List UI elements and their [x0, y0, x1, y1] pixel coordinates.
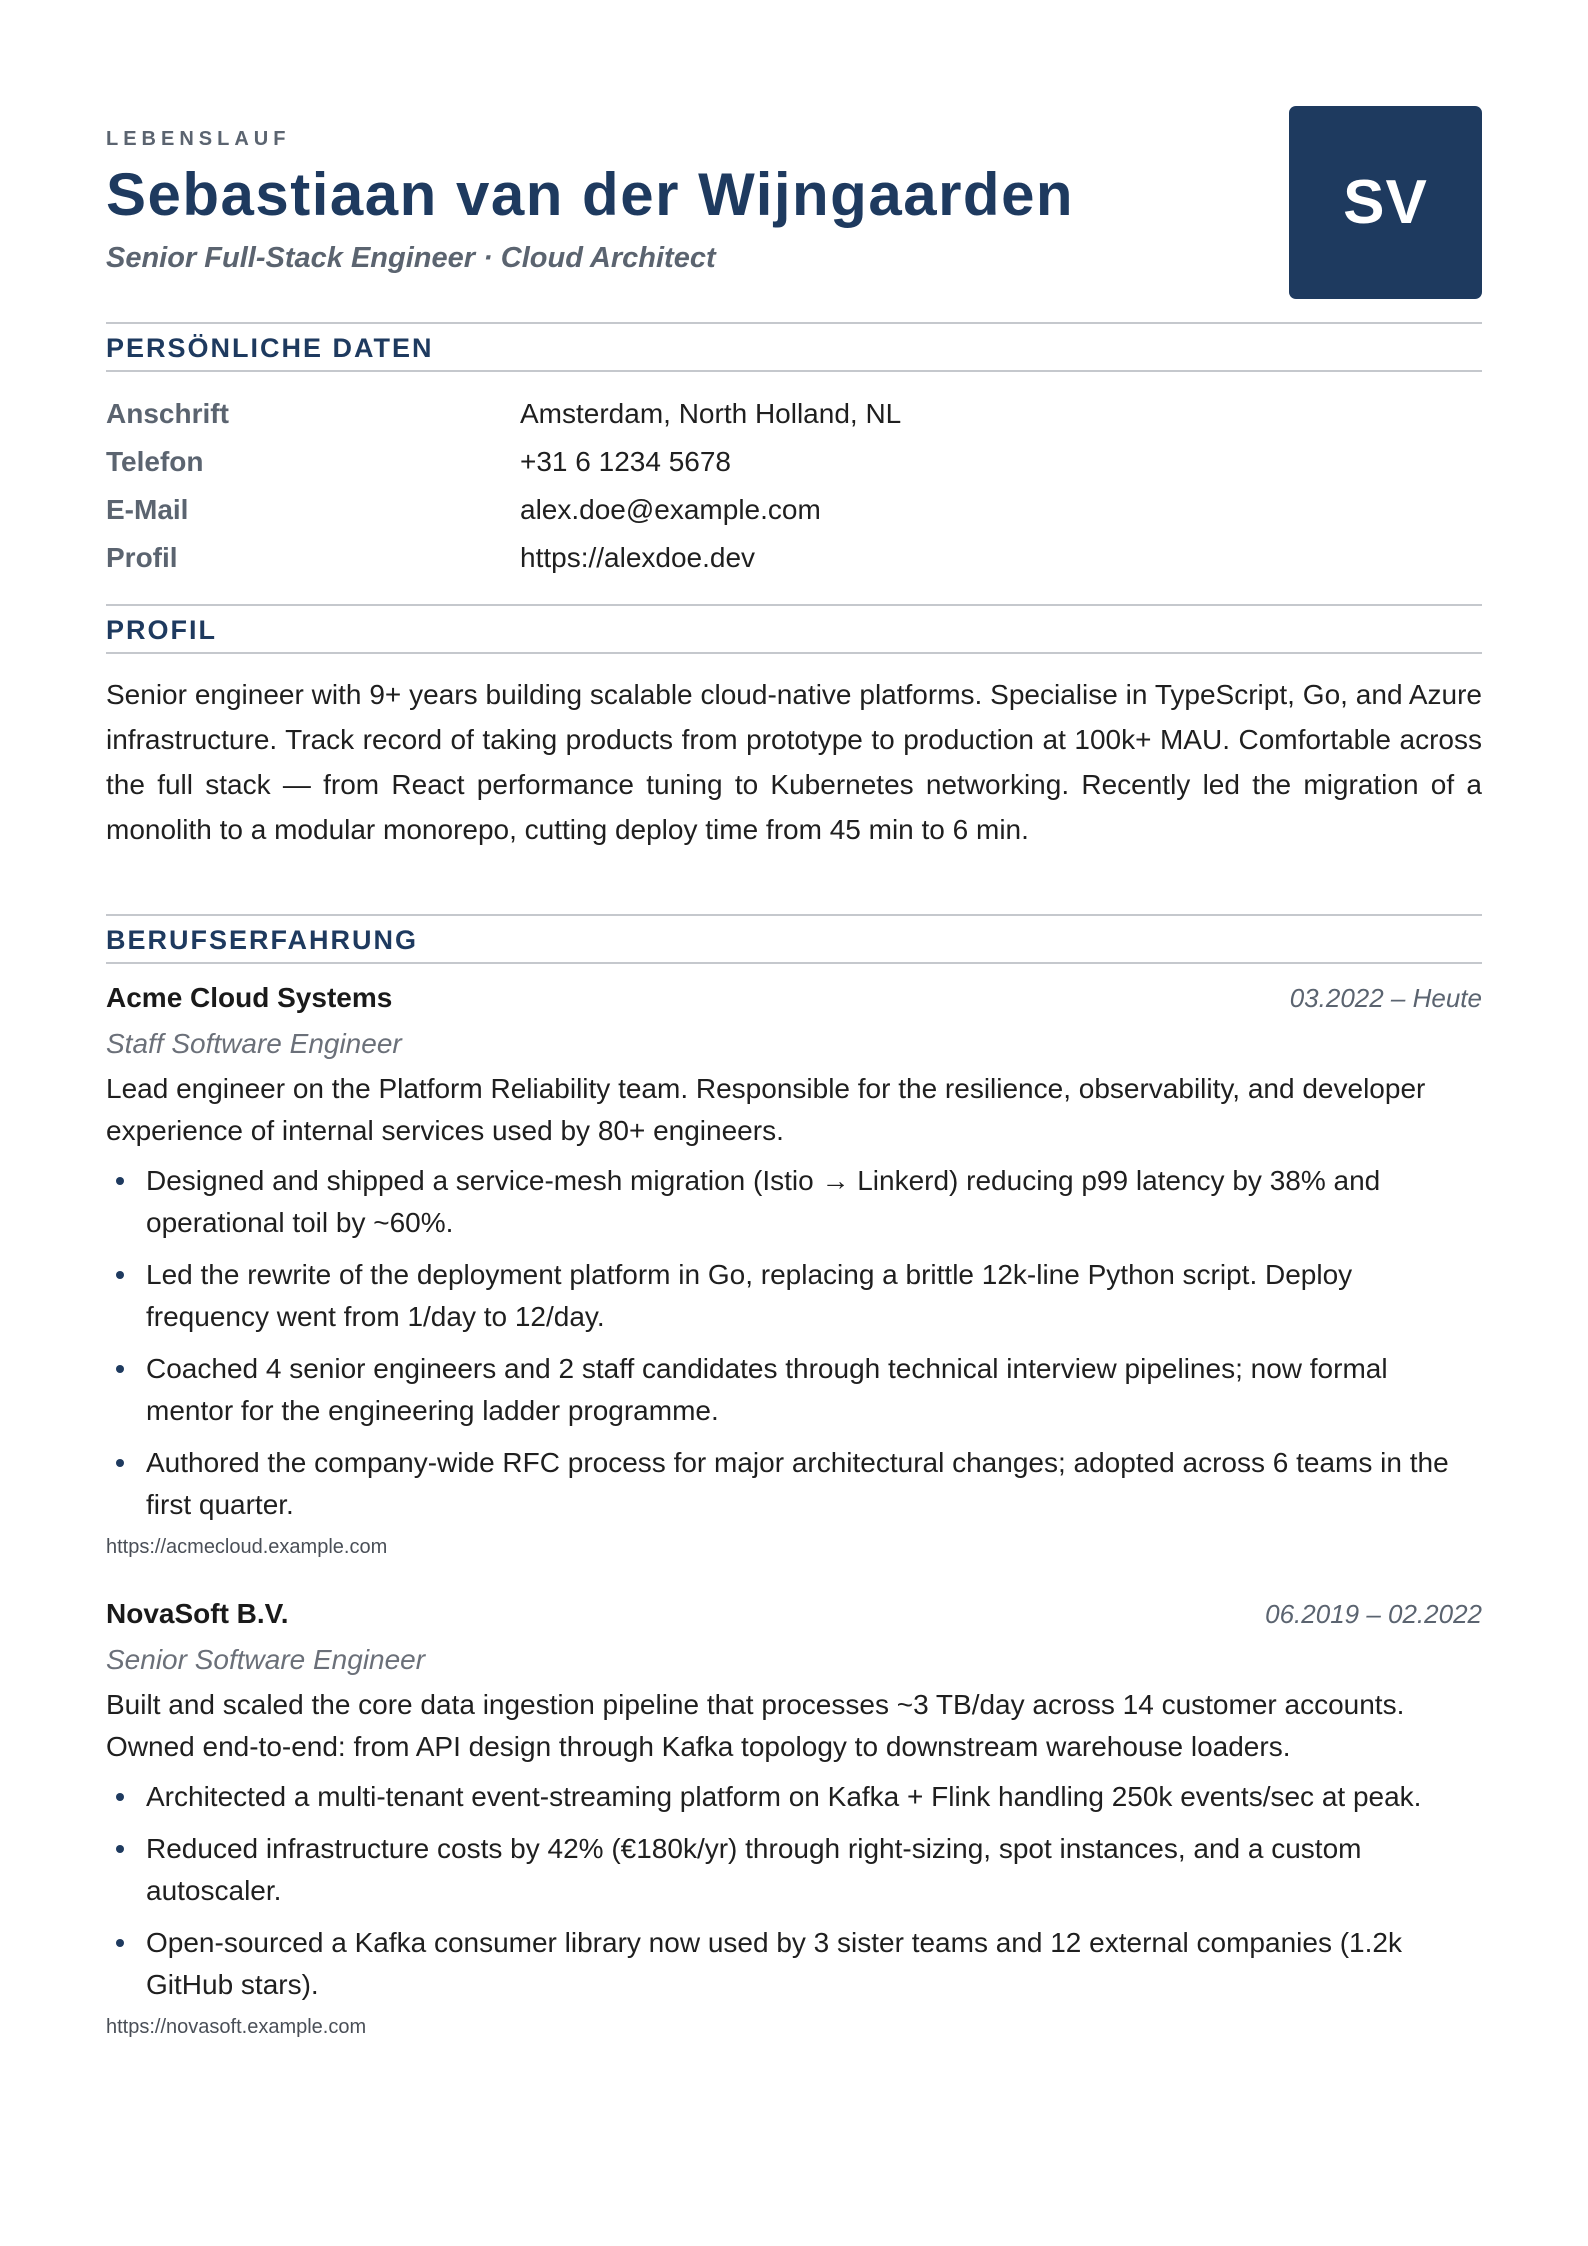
personal-label: Telefon	[106, 446, 204, 477]
job-url-link[interactable]: https://novasoft.example.com	[106, 2016, 367, 2038]
job-url-link[interactable]: https://acmecloud.example.com	[106, 1536, 388, 1558]
personal-row-phone	[106, 438, 1482, 486]
experience-section	[106, 914, 1482, 2040]
personal-row-profile	[106, 534, 1482, 582]
job-bullets	[106, 1776, 1482, 2006]
job-bullet-item	[106, 1254, 1482, 1338]
personal-value[interactable]: alex.doe@example.com	[520, 494, 821, 525]
section-title-personal: PERSÖNLICHE DATEN	[106, 322, 1482, 372]
job-entry	[106, 1598, 1482, 2040]
job-dates: 03.2022 – Heute	[1289, 983, 1482, 1013]
job-role: Senior Software Engineer	[106, 1644, 426, 1675]
personal-data-section	[106, 322, 1482, 582]
job-bullet-text: Led the rewrite of the deployment platform in Go, replacing a brittle 12k-line Python script. Deploy frequency went from 1/day to 12/day.	[146, 1259, 1353, 1332]
bullet-dot-icon	[116, 1271, 124, 1279]
bullet-dot-icon	[116, 1365, 124, 1373]
job-bullet-item	[106, 1776, 1482, 1818]
personal-row-address	[106, 390, 1482, 438]
job-header	[106, 982, 1482, 1020]
job-role: Staff Software Engineer	[106, 1028, 402, 1059]
bullet-dot-icon	[116, 1845, 124, 1853]
candidate-name: Sebastiaan van der Wijngaarden	[106, 161, 1075, 228]
profile-summary: Senior engineer with 9+ years building scalable cloud-native platforms. Specialise in TypeScript, Go, and Azure infrastructure. Track record of taking products from prototype to production at 100k+ MAU. Comfortable across the full stack — from React performance tuning to Kubernetes networking. Recently led the migration of a monolith to a modular monorepo, cutting deploy time from 45 min to 6 min.	[106, 679, 1482, 845]
job-description: Built and scaled the core data ingestion pipeline that processes ~3 TB/day across 14 customer accounts. Owned end-to-end: from API design through Kafka topology to downstream warehouse loaders.	[106, 1689, 1405, 1762]
job-bullet-item	[106, 1828, 1482, 1912]
bullet-dot-icon	[116, 1939, 124, 1947]
job-header	[106, 1598, 1482, 1636]
job-entry	[106, 982, 1482, 1560]
monogram-avatar: SV	[1289, 106, 1482, 299]
job-dates: 06.2019 – 02.2022	[1265, 1599, 1482, 1629]
job-bullet-text: Open-sourced a Kafka consumer library now used by 3 sister teams and 12 external companies (1.2k GitHub stars).	[146, 1927, 1402, 2000]
section-title-experience: BERUFSERFAHRUNG	[106, 914, 1482, 964]
personal-row-email	[106, 486, 1482, 534]
job-bullet-item	[106, 1442, 1482, 1526]
bullet-dot-icon	[116, 1793, 124, 1801]
job-bullet-text: Authored the company-wide RFC process for major architectural changes; adopted across 6 teams in the first quarter.	[146, 1447, 1449, 1520]
job-company: NovaSoft B.V.	[106, 1598, 289, 1629]
job-description: Lead engineer on the Platform Reliability team. Responsible for the resilience, observability, and developer experience of internal services used by 80+ engineers.	[106, 1073, 1426, 1146]
job-bullet-text: Coached 4 senior engineers and 2 staff candidates through technical interview pipelines; now formal mentor for the engineering ladder programme.	[146, 1353, 1388, 1426]
job-bullet-text: Architected a multi-tenant event-streaming platform on Kafka + Flink handling 250k events/sec at peak.	[146, 1781, 1422, 1812]
document-kicker: LEBENSLAUF	[106, 128, 291, 150]
candidate-subtitle: Senior Full-Stack Engineer · Cloud Architect	[106, 242, 716, 274]
job-bullet-text: Reduced infrastructure costs by 42% (€180k/yr) through right-sizing, spot instances, and a custom autoscaler.	[146, 1833, 1362, 1906]
bullet-dot-icon	[116, 1177, 124, 1185]
personal-value[interactable]: https://alexdoe.dev	[520, 542, 756, 573]
personal-label: Profil	[106, 542, 178, 573]
personal-data-table	[106, 390, 1482, 582]
personal-label: Anschrift	[106, 398, 229, 429]
personal-label: E-Mail	[106, 494, 189, 525]
job-company: Acme Cloud Systems	[106, 982, 393, 1013]
resume-header	[106, 0, 1482, 322]
job-bullets	[106, 1160, 1482, 1526]
job-bullet-item	[106, 1348, 1482, 1432]
section-title-profile: PROFIL	[106, 604, 1482, 654]
profile-section	[106, 604, 1482, 852]
job-bullet-text: Designed and shipped a service-mesh migration (Istio → Linkerd) reducing p99 latency by 38% and operational toil by ~60%.	[146, 1165, 1381, 1238]
bullet-dot-icon	[116, 1459, 124, 1467]
personal-value[interactable]: +31 6 1234 5678	[520, 446, 731, 477]
job-bullet-item	[106, 1160, 1482, 1244]
personal-value: Amsterdam, North Holland, NL	[520, 398, 902, 429]
job-bullet-item	[106, 1922, 1482, 2006]
